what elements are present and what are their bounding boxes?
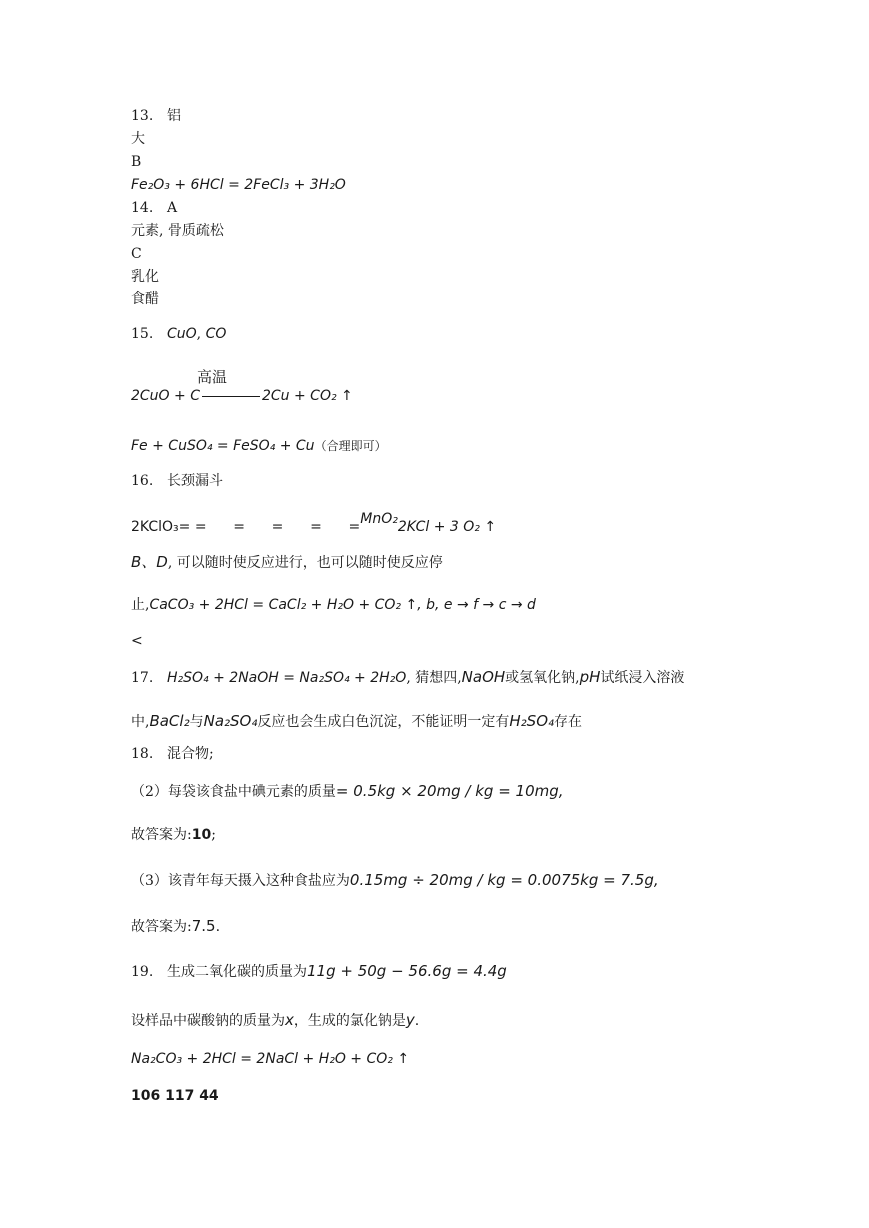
q16-answer-2 bbox=[131, 553, 443, 572]
q19-line bbox=[131, 962, 507, 981]
q16-vars: B、D bbox=[131, 553, 168, 571]
q18-p3-answer-value: 7.5 bbox=[191, 917, 216, 935]
q16-answer-3-eq: CaCO₃ + 2HCl = CaCl₂ + H₂O + CO₂ ↑, b, e → f → c → d bbox=[149, 597, 536, 613]
q15-eq1-right: 2Cu + CO₂ ↑ bbox=[261, 388, 353, 404]
q17-var-1: NaOH bbox=[461, 668, 506, 686]
q18-p2-answer-value: 10 bbox=[191, 827, 212, 843]
q16-eq-left: 2KClO₃= bbox=[131, 519, 191, 535]
q13-answer-1: 铝 bbox=[167, 108, 181, 124]
q19-text-2a: 设样品中碳酸钠的质量为 bbox=[131, 1013, 285, 1029]
q19-var-x: x bbox=[285, 1011, 294, 1029]
q15-number: 15. bbox=[131, 326, 154, 342]
q19-var-y: y bbox=[405, 1011, 415, 1029]
q15-line bbox=[131, 325, 226, 343]
q18-part-2 bbox=[131, 782, 564, 801]
q15-answer-2: CO bbox=[205, 326, 227, 342]
q18-number: 18. bbox=[131, 746, 154, 762]
q17-l2-var-1: BaCl₂ bbox=[149, 712, 190, 730]
q17-text-2: 或氢氧化钠, bbox=[505, 670, 580, 686]
q13-equation: Fe₂O₃ + 6HCl = 2FeCl₃ + 3H₂O bbox=[131, 177, 346, 193]
q17-l2-text-3: 存在 bbox=[554, 714, 583, 730]
q16-equation bbox=[131, 510, 496, 536]
q13-line bbox=[131, 107, 181, 125]
q17-l2-pre: 中, bbox=[131, 714, 150, 730]
q13-answer-3: B bbox=[131, 154, 142, 170]
q15-note: （合理即可） bbox=[314, 439, 387, 453]
q16-catalyst: MnO₂ bbox=[360, 511, 398, 527]
q18-p3-answer-end: . bbox=[215, 919, 221, 935]
q15-equation-2: Fe + CuSO₄ = FeSO₄ + Cu bbox=[131, 438, 315, 454]
q18-p2-answer bbox=[131, 826, 216, 844]
q15-separator: , bbox=[196, 326, 202, 342]
q18-p3-equation: 0.15mg ÷ 20mg / kg = 0.0075kg = 7.5g, bbox=[349, 871, 659, 889]
q19-equation-2: Na₂CO₃ + 2HCl = 2NaCl + H₂O + CO₂ ↑ bbox=[131, 1051, 410, 1067]
q15-equation-2-line bbox=[131, 437, 387, 455]
q14-answer-4: 乳化 bbox=[131, 269, 159, 285]
q16-eq-equals: = = = = = bbox=[194, 519, 361, 535]
q18-p2-answer-text: 故答案为: bbox=[131, 827, 192, 843]
q17-line-2 bbox=[131, 712, 582, 731]
q19-equation-1: 11g + 50g − 56.6g = 4.4g bbox=[307, 962, 507, 980]
q19-text-1: 生成二氧化碳的质量为 bbox=[167, 964, 307, 980]
q17-l2-var-2: Na₂SO₄ bbox=[203, 712, 258, 730]
q18-p3-text: （3）该青年每天摄入这种食盐应为 bbox=[131, 873, 350, 889]
q18-p3-answer bbox=[131, 917, 220, 936]
q16-answer-2-text: , 可以随时使反应进行，也可以随时使反应停 bbox=[167, 555, 443, 571]
q18-part-3 bbox=[131, 871, 659, 890]
q16-eq-right: 2KCl + 3 O₂ ↑ bbox=[397, 519, 497, 535]
q18-line bbox=[131, 745, 214, 763]
q19-numbers: 106 117 44 bbox=[131, 1088, 219, 1104]
q17-line bbox=[131, 668, 684, 687]
q15-eq1-arrow bbox=[202, 396, 260, 397]
q16-line bbox=[131, 472, 223, 490]
q19-number: 19. bbox=[131, 964, 154, 980]
q17-number: 17. bbox=[131, 670, 154, 686]
q14-line bbox=[131, 199, 177, 217]
q15-answer-1: CuO bbox=[167, 326, 197, 342]
q14-answer-3: C bbox=[131, 246, 142, 262]
q19-text-2c: . bbox=[414, 1013, 420, 1029]
q16-number: 16. bbox=[131, 473, 154, 489]
q18-p3-answer-text: 故答案为: bbox=[131, 919, 192, 935]
q15-eq1-left: 2CuO + C bbox=[131, 388, 200, 404]
q16-answer-3-pre: 止, bbox=[131, 597, 150, 613]
q15-condition: 高温 bbox=[197, 368, 228, 386]
q18-answer-1: 混合物; bbox=[167, 746, 214, 762]
q18-p2-answer-end: ; bbox=[211, 827, 216, 843]
q17-l2-text-1: 与 bbox=[189, 714, 204, 730]
q14-answer-1: A bbox=[167, 200, 178, 216]
q17-var-2: pH bbox=[579, 668, 601, 686]
q14-number: 14. bbox=[131, 200, 154, 216]
q17-equation: H₂SO₄ + 2NaOH = Na₂SO₄ + 2H₂O bbox=[167, 670, 407, 686]
q14-answer-5: 食醋 bbox=[131, 291, 159, 307]
q13-answer-2: 大 bbox=[131, 131, 145, 147]
q16-answer-4: < bbox=[131, 633, 143, 649]
q17-text-3: 试纸浸入溶液 bbox=[600, 670, 685, 686]
q16-answer-1: 长颈漏斗 bbox=[167, 473, 223, 489]
q18-p2-text: （2）每袋该食盐中碘元素的质量 bbox=[131, 784, 336, 800]
q16-answer-3 bbox=[131, 596, 536, 614]
q18-p2-equation: = 0.5kg × 20mg / kg = 10mg, bbox=[335, 782, 564, 800]
q13-number: 13. bbox=[131, 108, 154, 124]
q19-text-2b: ，生成的氯化钠是 bbox=[293, 1013, 406, 1029]
q17-l2-var-3: H₂SO₄ bbox=[509, 712, 555, 730]
q15-equation-1 bbox=[131, 387, 353, 405]
q14-answer-2: 元素, 骨质疏松 bbox=[131, 223, 224, 239]
q19-line-2 bbox=[131, 1011, 419, 1030]
q17-l2-text-2: 反应也会生成白色沉淀，不能证明一定有 bbox=[257, 714, 510, 730]
q17-text-1: , 猜想四, bbox=[406, 670, 462, 686]
